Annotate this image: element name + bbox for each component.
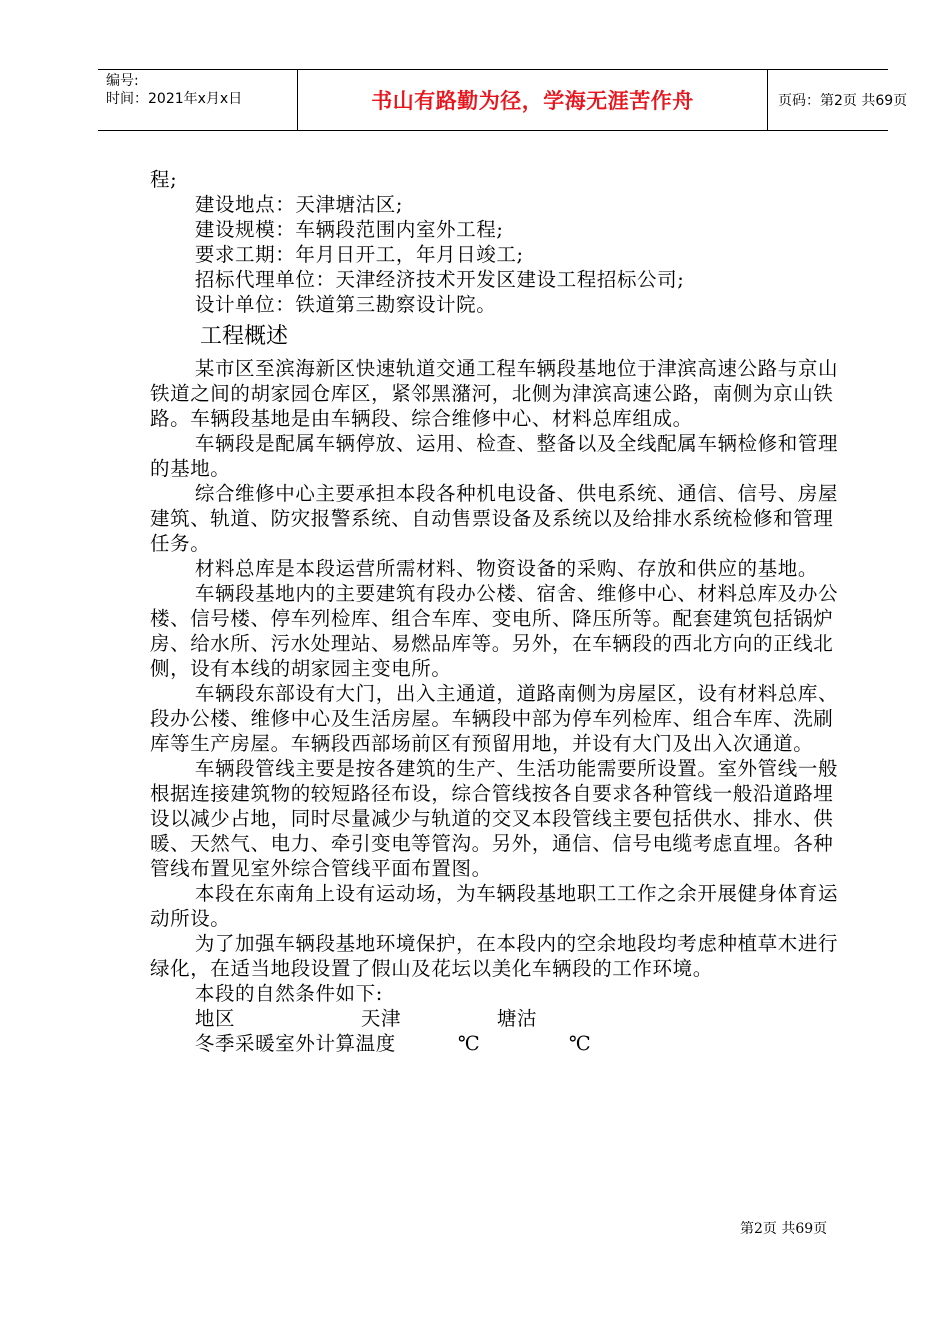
header-motto: 书山有路勤为径，学海无涯苦作舟 <box>298 70 768 130</box>
condition-value-tanggu: 塘沽 <box>496 1007 538 1030</box>
condition-value-tianjin: ℃ <box>457 1032 481 1055</box>
body-paragraph: 车辆段是配属车辆停放、运用、检查、整备以及全线配属车辆检修和管理的基地。 <box>150 432 839 480</box>
condition-row-winter-temp <box>150 1031 840 1056</box>
header-meta <box>98 70 298 130</box>
body-paragraph: 车辆段基地内的主要建筑有段办公楼、宿舍、维修中心、材料总库及办公楼、信号楼、停车列检库、组合车库、变电所、降压所等。配套建筑包括锅炉房、给水所、污水处理站、易燃品库等。另外，在车辆段的西北方向的正线北侧，设有本线的胡家园主变电所。 <box>150 582 839 680</box>
condition-label: 冬季采暖室外计算温度 <box>194 1032 396 1055</box>
body-line: 建设规模：车辆段范围内室外工程; <box>194 218 504 241</box>
body-paragraph: 车辆段东部设有大门，出入主通道，道路南侧为房屋区，设有材料总库、段办公楼、维修中心及生活房屋。车辆段中部为停车列检库、组合车库、洗刷库等生产房屋。车辆段西部场前区有预留用地，并设有大门及出入次通道。 <box>150 682 839 755</box>
condition-value-tianjin: 天津 <box>360 1007 402 1030</box>
condition-label: 地区 <box>194 1007 236 1030</box>
page-header <box>98 69 908 131</box>
document-time-label: 时间：2021年x月x日 <box>106 91 243 107</box>
body-paragraph: 本段的自然条件如下: <box>194 982 383 1005</box>
document-body <box>150 167 840 1056</box>
section-heading: 工程概述 <box>200 324 289 349</box>
header-page-number: 页码：第2页 共69页 <box>778 93 908 109</box>
body-line: 设计单位：铁道第三勘察设计院。 <box>194 293 497 316</box>
body-line: 程; <box>150 168 178 191</box>
body-paragraph: 车辆段管线主要是按各建筑的生产、生活功能需要所设置。室外管线一般根据连接建筑物的较短路径布设，综合管线按各自要求各种管线一般沿道路埋设以减少占地，同时尽量减少与轨道的交叉本段管线主要包括供水、排水、供暖、天然气、电力、牵引变电等管沟。另外，通信、信号电缆考虑直埋。各种管线布置见室外综合管线平面布置图。 <box>150 757 839 880</box>
body-line: 要求工期：年月日开工，年月日竣工; <box>194 243 524 266</box>
body-paragraph: 材料总库是本段运营所需材料、物资设备的采购、存放和供应的基地。 <box>194 557 818 580</box>
body-paragraph: 为了加强车辆段基地环境保护，在本段内的空余地段均考虑种植草木进行绿化，在适当地段设置了假山及花坛以美化车辆段的工作环境。 <box>150 932 839 980</box>
body-paragraph: 某市区至滨海新区快速轨道交通工程车辆段基地位于津滨高速公路与京山铁道之间的胡家园仓库区，紧邻黑潴河，北侧为津滨高速公路，南侧为京山铁路。车辆段基地是由车辆段、综合维修中心、材料总库组成。 <box>150 357 839 430</box>
condition-value-tanggu: ℃ <box>568 1032 592 1055</box>
body-line: 招标代理单位：天津经济技术开发区建设工程招标公司; <box>194 268 685 291</box>
condition-row-region <box>150 1006 840 1031</box>
body-line: 建设地点：天津塘沽区; <box>194 193 404 216</box>
body-paragraph: 本段在东南角上设有运动场，为车辆段基地职工工作之余开展健身体育运动所设。 <box>150 882 839 930</box>
page-footer: 第2页 共69页 <box>740 1221 828 1237</box>
body-paragraph: 综合维修中心主要承担本段各种机电设备、供电系统、通信、信号、房屋建筑、轨道、防灾报警系统、自动售票设备及系统以及给排水系统检修和管理任务。 <box>150 482 839 555</box>
document-number-label: 编号: <box>106 73 139 89</box>
